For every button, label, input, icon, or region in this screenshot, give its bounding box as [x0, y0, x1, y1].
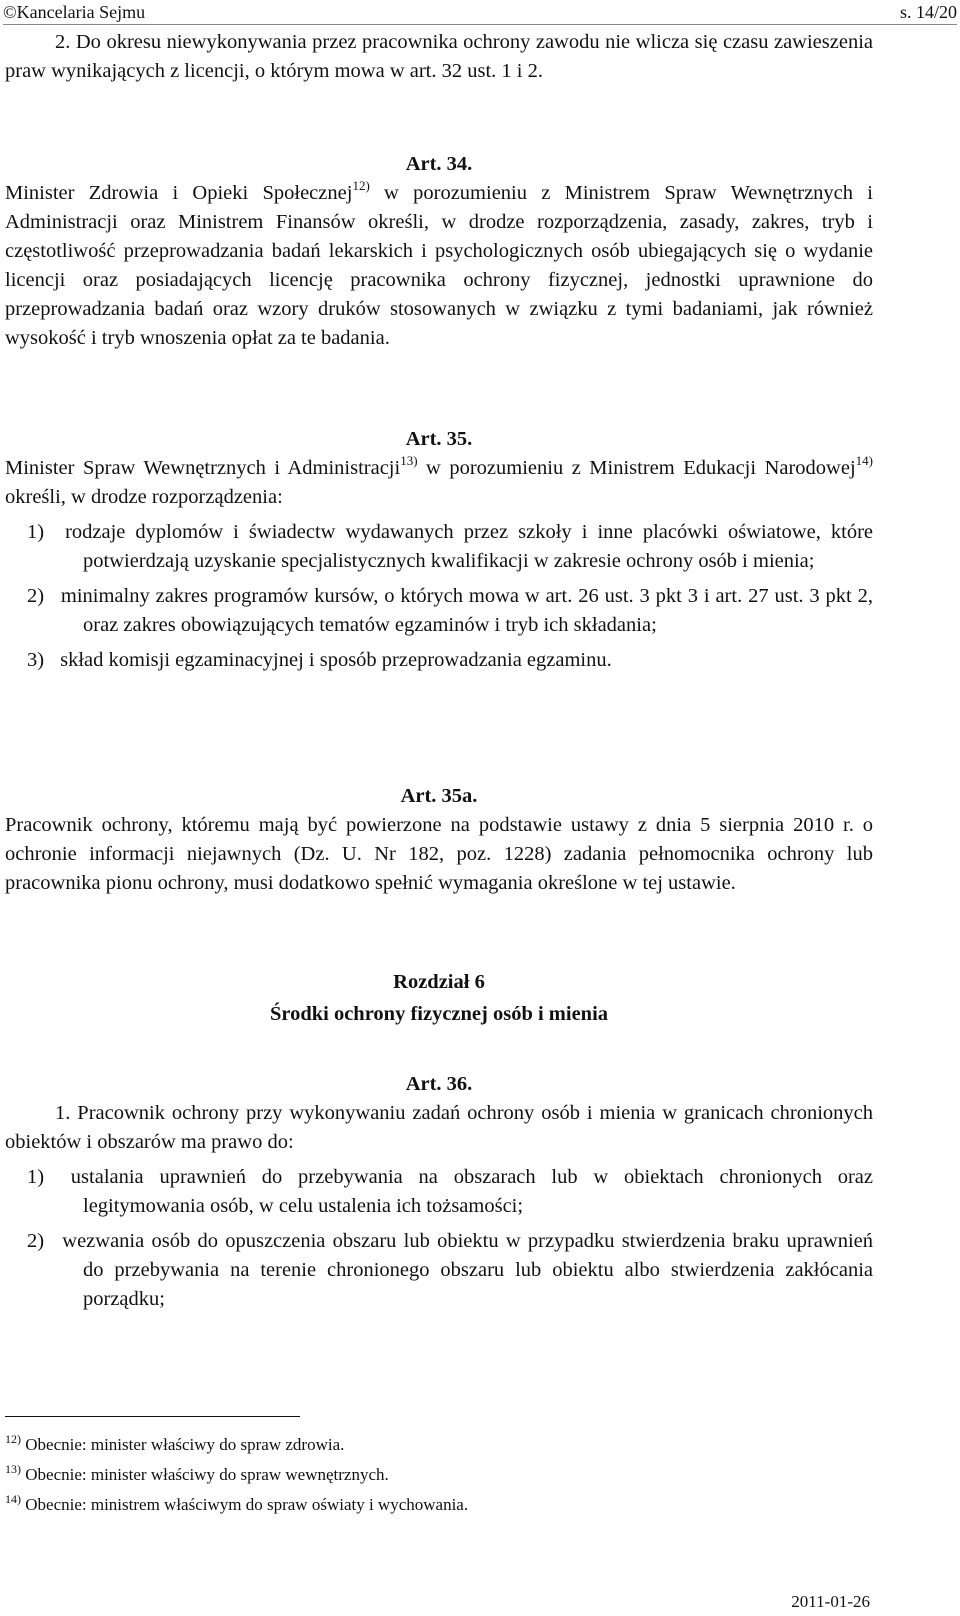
document-date: 2011-01-26	[791, 1592, 870, 1611]
footnote-text: Obecnie: minister właściwy do spraw zdrowia.	[25, 1435, 345, 1454]
art34-block	[5, 150, 873, 353]
art35-intro	[5, 454, 873, 512]
list-item: 2) minimalny zakres programów kursów, o których mowa w art. 26 ust. 3 pkt 3 i art. 27 ust. 3 pkt 2, oraz zakres obowiązujących tematów egzaminów i tryb ich składania;	[27, 585, 873, 636]
art35a-title: Art. 35a.	[400, 785, 478, 807]
art34-text	[5, 179, 873, 353]
art36-paragraph-1: 1. Pracownik ochrony przy wykonywaniu zadań ochrony osób i mienia w granicach chronionych obiektów i obszarów ma prawo do:	[5, 1102, 873, 1153]
art33-paragraph-2-block	[5, 28, 873, 86]
footnote-ref-12[interactable]: 12)	[352, 178, 370, 193]
art36-block	[5, 1070, 873, 1314]
item-text: ustalania uprawnień do przebywania na obszarach lub w obiektach chronionych oraz legitymowania osób, w celu ustalenia ich tożsamości;	[70, 1166, 874, 1217]
chapter-number: Rozdział 6	[393, 971, 485, 993]
footnote-text: Obecnie: minister właściwy do spraw wewnętrznych.	[25, 1465, 389, 1484]
art35-title: Art. 35.	[405, 428, 473, 450]
footnote-mark: 13)	[5, 1462, 21, 1476]
footnotes	[5, 1430, 865, 1520]
copyright-label: ©Kancelaria Sejmu	[3, 2, 146, 22]
footnote-mark: 12)	[5, 1432, 21, 1446]
art34-title: Art. 34.	[405, 153, 473, 175]
item-text: skład komisji egzaminacyjnej i sposób przeprowadzania egzaminu.	[60, 649, 612, 671]
page-number: s. 14/20	[899, 2, 957, 22]
art34-text-a: Minister Zdrowia i Opieki Społecznej	[5, 182, 353, 204]
art36-title: Art. 36.	[405, 1073, 473, 1095]
footnote-text: Obecnie: ministrem właściwym do spraw oświaty i wychowania.	[25, 1495, 469, 1514]
footnote-ref-14[interactable]: 14)	[855, 453, 873, 468]
art35a-text: Pracownik ochrony, któremu mają być powierzone na podstawie ustawy z dnia 5 sierpnia 2010 r. o ochronie informacji niejawnych (Dz. U. Nr 182, poz. 1228) zadania pełnomocnika ochrony lub pracownika pionu ochrony, musi dodatkowo spełnić wymagania określone w tej ustawie.	[5, 814, 873, 894]
page-header	[3, 2, 957, 26]
chapter-title: Środki ochrony fizycznej osób i mienia	[269, 1003, 609, 1025]
art35-text-c: określi, w drodze rozporządzenia:	[5, 486, 283, 508]
footnote-13	[5, 1460, 865, 1490]
list-item: 1) rodzaje dyplomów i świadectw wydawanych przez szkoły i inne placówki oświatowe, które potwierdzają uzyskanie specjalistycznych kwalifikacji w zakresie ochrony osób i mienia;	[27, 521, 874, 572]
footnote-12	[5, 1430, 865, 1460]
list-item: 2) wezwania osób do opuszczenia obszaru lub obiektu w przypadku stwierdzenia braku uprawnień do przebywania na terenie chronionego obszaru lub obiektu albo stwierdzenia zakłócania porządku;	[27, 1230, 874, 1310]
art35a-block	[5, 782, 873, 898]
footnote-mark: 14)	[5, 1492, 21, 1506]
item-text: wezwania osób do opuszczenia obszaru lub obiektu w przypadku stwierdzenia braku uprawnień do przebywania na terenie chronionego obszaru lub obiektu albo stwierdzenia zakłócania porządku;	[62, 1230, 874, 1310]
footnote-14	[5, 1490, 865, 1520]
item-text: rodzaje dyplomów i świadectw wydawanych przez szkoły i inne placówki oświatowe, które potwierdzają uzyskanie specjalistycznych kwalifikacji w zakresie ochrony osób i mienia;	[65, 521, 874, 572]
footnote-ref-13[interactable]: 13)	[400, 453, 418, 468]
art34-text-b: w porozumieniu z Ministrem Spraw Wewnętrznych i Administracji oraz Ministrem Finansów określi, w drodze rozporządzenia, zasady, zakres, tryb i częstotliwość przeprowadzania badań lekarskich i psychologicznych osób ubiegających się o wydanie licencji oraz posiadających licencję pracownika ochrony fizycznej, jednostki uprawnione do przeprowadzania badań oraz wzory druków stosowanych w związku z tymi badaniami, jak również wysokość i tryb wnoszenia opłat za te badania.	[5, 182, 873, 349]
list-item: 1) ustalania uprawnień do przebywania na obszarach lub w obiektach chronionych oraz legitymowania osób, w celu ustalenia ich tożsamości;	[27, 1166, 874, 1217]
list-item: 3) skład komisji egzaminacyjnej i sposób przeprowadzania egzaminu.	[27, 649, 612, 671]
header-divider	[3, 24, 957, 25]
art35-block	[5, 425, 873, 675]
art33-paragraph-2: 2. Do okresu niewykonywania przez pracownika ochrony zawodu nie wlicza się czasu zawieszenia praw wynikających z licencji, o którym mowa w art. 32 ust. 1 i 2.	[5, 31, 873, 82]
art35-text-b: w porozumieniu z Ministrem Edukacji Narodowej	[417, 457, 856, 479]
art35-text-a: Minister Spraw Wewnętrznych i Administracji	[5, 457, 401, 479]
item-text: minimalny zakres programów kursów, o których mowa w art. 26 ust. 3 pkt 3 i art. 27 ust. 3 pkt 2, oraz zakres obowiązujących tematów egzaminów i tryb ich składania;	[60, 585, 873, 636]
footnote-divider	[5, 1416, 300, 1417]
chapter-heading	[5, 966, 873, 1030]
